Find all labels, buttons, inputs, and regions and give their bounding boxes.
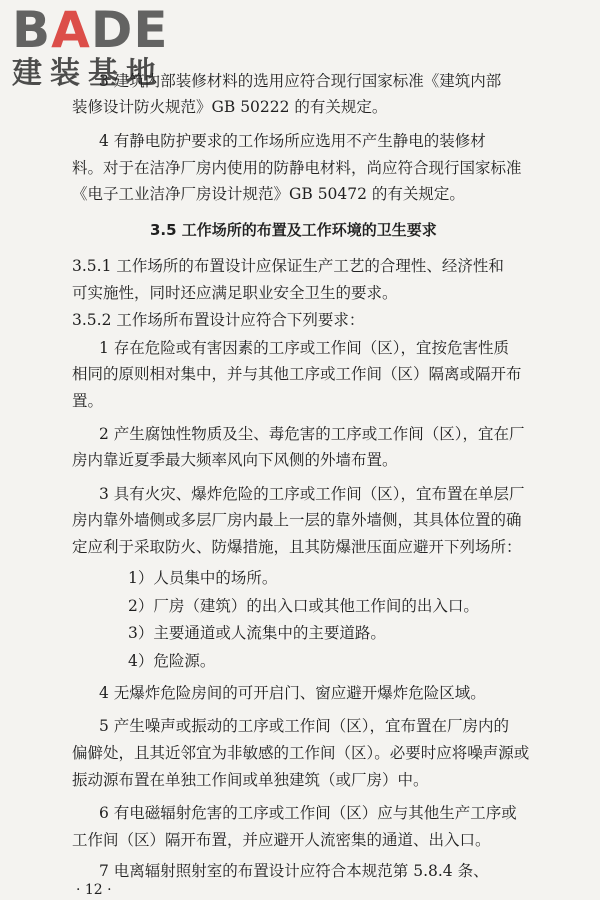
body-line: 6 有电磁辐射危害的工序或工作间（区）应与其他生产工序或 (99, 804, 517, 822)
logo-brand: BADE (12, 1, 169, 59)
body-line: 工作间（区）隔开布置，并应避开人流密集的通道、出入口。 (72, 831, 491, 849)
body-line: 7 电离辐射照射室的布置设计应符合本规范第 5.8.4 条、 (99, 862, 489, 880)
body-line: 振动源布置在单独工作间或单独建筑（或厂房）中。 (72, 771, 429, 789)
body-line: 相同的原则相对集中，并与其他工序或工作间（区）隔离或隔开布 (72, 365, 522, 383)
list-item: 1）人员集中的场所。 (128, 569, 278, 587)
body-line: 房内靠近夏季最大频率风向下风侧的外墙布置。 (72, 451, 398, 469)
logo-brand-cn: 建装基地 (12, 56, 164, 91)
body-line: 装修设计防火规范》GB 50222 的有关规定。 (72, 98, 388, 116)
clause-line: 3.5.1 工作场所的布置设计应保证生产工艺的合理性、经济性和 (72, 257, 504, 275)
section-heading: 3.5 工作场所的布置及工作环境的卫生要求 (150, 221, 437, 239)
body-line: 料。对于在洁净厂房内使用的防静电材料，尚应符合现行国家标准 (72, 159, 522, 177)
clause-line: 3.5.2 工作场所布置设计应符合下列要求： (72, 311, 365, 329)
body-line: 定应利于采取防火、防爆措施，且其防爆泄压面应避开下列场所： (72, 538, 522, 556)
body-line: 4 有静电防护要求的工作场所应选用不产生静电的装修材 (99, 132, 486, 150)
body-line: 1 存在危险或有害因素的工序或工作间（区），宜按危害性质 (99, 339, 510, 357)
list-item: 4）危险源。 (128, 652, 216, 670)
list-item: 3）主要通道或人流集中的主要道路。 (128, 624, 386, 642)
body-line: 2 产生腐蚀性物质及尘、毒危害的工序或工作间（区），宜在厂 (99, 425, 525, 443)
page-number: · 12 · (76, 882, 112, 898)
body-line: 3 具有火灾、爆炸危险的工序或工作间（区），宜布置在单层厂 (99, 485, 525, 503)
body-line: 可实施性，同时还应满足职业安全卫生的要求。 (72, 284, 398, 302)
body-line: 置。 (72, 392, 104, 410)
body-line: 4 无爆炸危险房间的可开启门、窗应避开爆炸危险区域。 (99, 684, 486, 702)
body-line: 5 产生噪声或振动的工序或工作间（区），宜布置在厂房内的 (99, 717, 510, 735)
body-line: 偏僻处，且其近邻宜为非敏感的工作间（区）。必要时应将噪声源或 (72, 744, 530, 762)
body-line: 3 建筑内部装修材料的选用应符合现行国家标准《建筑内部 (99, 72, 502, 90)
list-item: 2）厂房（建筑）的出入口或其他工作间的出入口。 (128, 597, 479, 615)
body-line: 房内靠外墙侧或多层厂房内最上一层的靠外墙侧，其具体位置的确 (72, 511, 522, 529)
body-line: 《电子工业洁净厂房设计规范》GB 50472 的有关规定。 (72, 185, 465, 203)
